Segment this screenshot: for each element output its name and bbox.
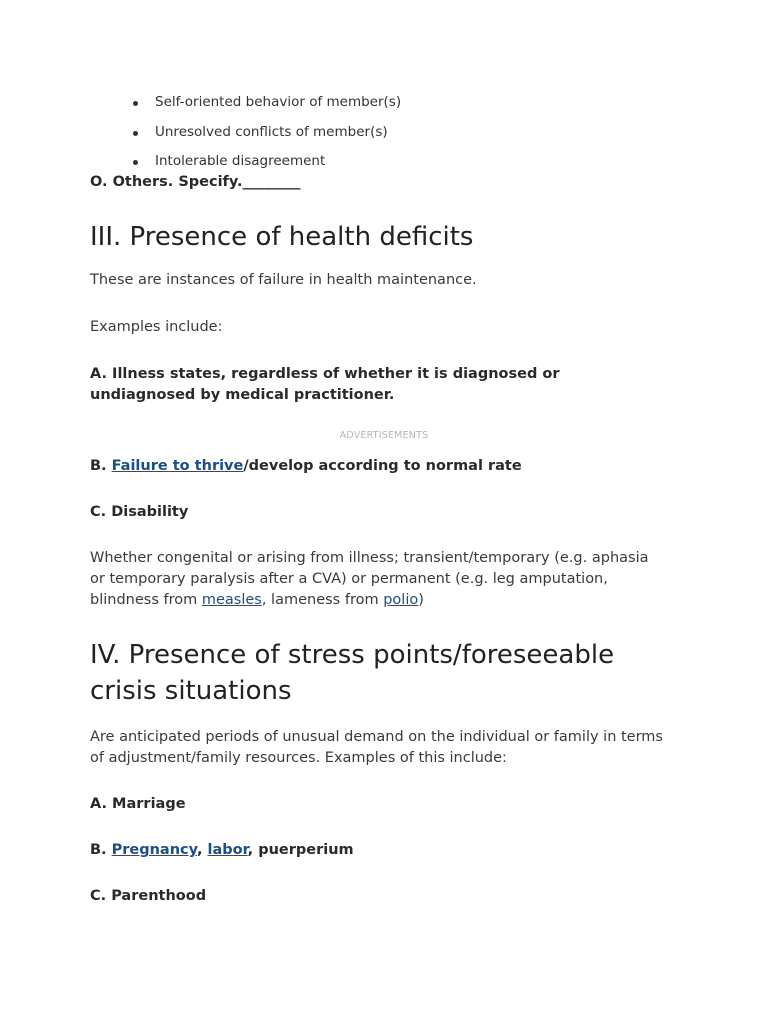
labor-link[interactable]: labor [207, 842, 248, 858]
illness-states-item: A. Illness states, regardless of whether it is diagnosed or undiagnosed by medical practitioner. [90, 366, 560, 403]
disability-text: , lameness from [261, 592, 384, 608]
bullet-text: Self-oriented behavior of member(s) [155, 94, 402, 110]
failure-to-thrive-link[interactable]: Failure to thrive [111, 458, 244, 474]
advertisements-label: ADVERTISEMENTS [339, 430, 429, 441]
section4-heading: IV. Presence of stress points/foreseeable crisis situations [90, 640, 615, 706]
bullet-icon [133, 160, 138, 165]
bullet-list [130, 91, 401, 180]
bullet-text: Unresolved conflicts of member(s) [155, 123, 388, 140]
pregnancy-link[interactable]: Pregnancy [111, 842, 197, 858]
measles-link[interactable]: measles [201, 592, 262, 608]
polio-link[interactable]: polio [383, 592, 419, 608]
disability-text: Whether congenital or arising from illness; transient/temporary (e.g. aphasia or temporary paralysis after a CVA) or permanent (e.g. leg amputation, blindness from [90, 550, 649, 608]
item-suffix: /develop according to normal rate [243, 458, 522, 474]
parenthood-item: C. Parenthood [90, 888, 207, 904]
others-line: O. Others. Specify.________ [90, 174, 301, 190]
marriage-item: A. Marriage [90, 796, 186, 812]
examples-label: Examples include: [90, 319, 223, 335]
item-suffix: , puerperium [247, 842, 354, 858]
bullet-icon [133, 131, 138, 136]
section4-intro: Are anticipated periods of unusual demand on the individual or family in terms of adjustment/family resources. Examples of this include: [90, 729, 663, 766]
disability-item: C. Disability [90, 504, 189, 520]
list-item [130, 91, 401, 121]
failure-to-thrive-item [90, 456, 522, 477]
bullet-icon [133, 101, 138, 106]
bullet-text: Intolerable disagreement [155, 153, 326, 169]
disability-description [90, 548, 665, 611]
list-item [130, 121, 401, 151]
item-prefix: B. [90, 842, 112, 858]
disability-text: ) [418, 592, 424, 608]
section3-intro: These are instances of failure in health maintenance. [90, 272, 477, 288]
pregnancy-item [90, 840, 354, 861]
item-separator: , [196, 842, 208, 858]
section3-heading: III. Presence of health deficits [90, 222, 474, 252]
item-prefix: B. [90, 458, 112, 474]
